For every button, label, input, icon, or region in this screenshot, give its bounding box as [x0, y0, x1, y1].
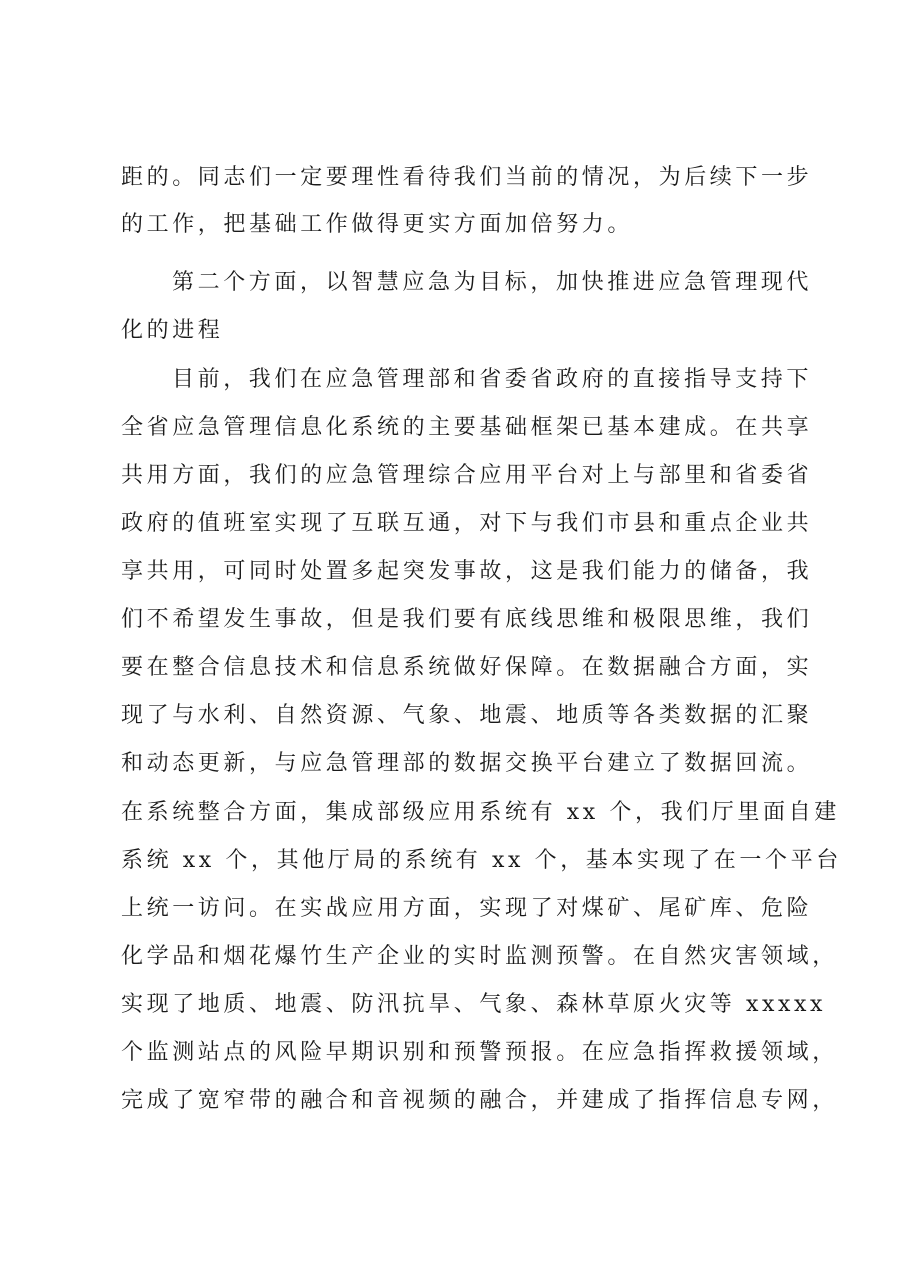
paragraph-line-2: 全省应急管理信息化系统的主要基础框架已基本建成。在共享 [121, 415, 813, 440]
paragraph-line-15: 个监测站点的风险早期识别和预警预报。在应急指挥救援领域， [121, 1040, 838, 1065]
paragraph-line-8: 现了与水利、自然资源、气象、地震、地质等各类数据的汇聚 [121, 703, 813, 728]
text-line-1: 距的。同志们一定要理性看待我们当前的情况，为后续下一步 [121, 165, 813, 190]
paragraph-line-7: 要在整合信息技术和信息系统做好保障。在数据融合方面，实 [121, 655, 813, 680]
paragraph-line-16: 完成了宽窄带的融合和音视频的融合，并建成了指挥信息专网， [121, 1088, 838, 1113]
text-line-2: 的工作，把基础工作做得更实方面加倍努力。 [121, 212, 634, 237]
paragraph-line-3: 共用方面，我们的应急管理综合应用平台对上与部里和省委省 [121, 463, 813, 488]
section-heading-line-2: 化的进程 [121, 318, 224, 343]
paragraph-line-10: 在系统整合方面，集成部级应用系统有 xx 个，我们厅里面自建 [121, 800, 840, 825]
paragraph-line-12: 上统一访问。在实战应用方面，实现了对煤矿、尾矿库、危险 [121, 896, 813, 921]
paragraph-line-1: 目前，我们在应急管理部和省委省政府的直接指导支持下 [172, 367, 813, 392]
paragraph-line-11: 系统 xx 个，其他厅局的系统有 xx 个，基本实现了在一个平台 [121, 848, 842, 873]
paragraph-line-14: 实现了地质、地震、防汛抗旱、气象、森林草原火灾等 xxxxx [121, 992, 827, 1017]
paragraph-line-5: 享共用，可同时处置多起突发事故，这是我们能力的储备，我 [121, 559, 813, 584]
paragraph-line-9: 和动态更新，与应急管理部的数据交换平台建立了数据回流。 [121, 751, 813, 776]
paragraph-line-6: 们不希望发生事故，但是我们要有底线思维和极限思维，我们 [121, 607, 813, 632]
paragraph-line-13: 化学品和烟花爆竹生产企业的实时监测预警。在自然灾害领域， [121, 944, 838, 969]
section-heading-line-1: 第二个方面，以智慧应急为目标，加快推进应急管理现代 [172, 270, 813, 295]
paragraph-line-4: 政府的值班室实现了互联互通，对下与我们市县和重点企业共 [121, 511, 813, 536]
